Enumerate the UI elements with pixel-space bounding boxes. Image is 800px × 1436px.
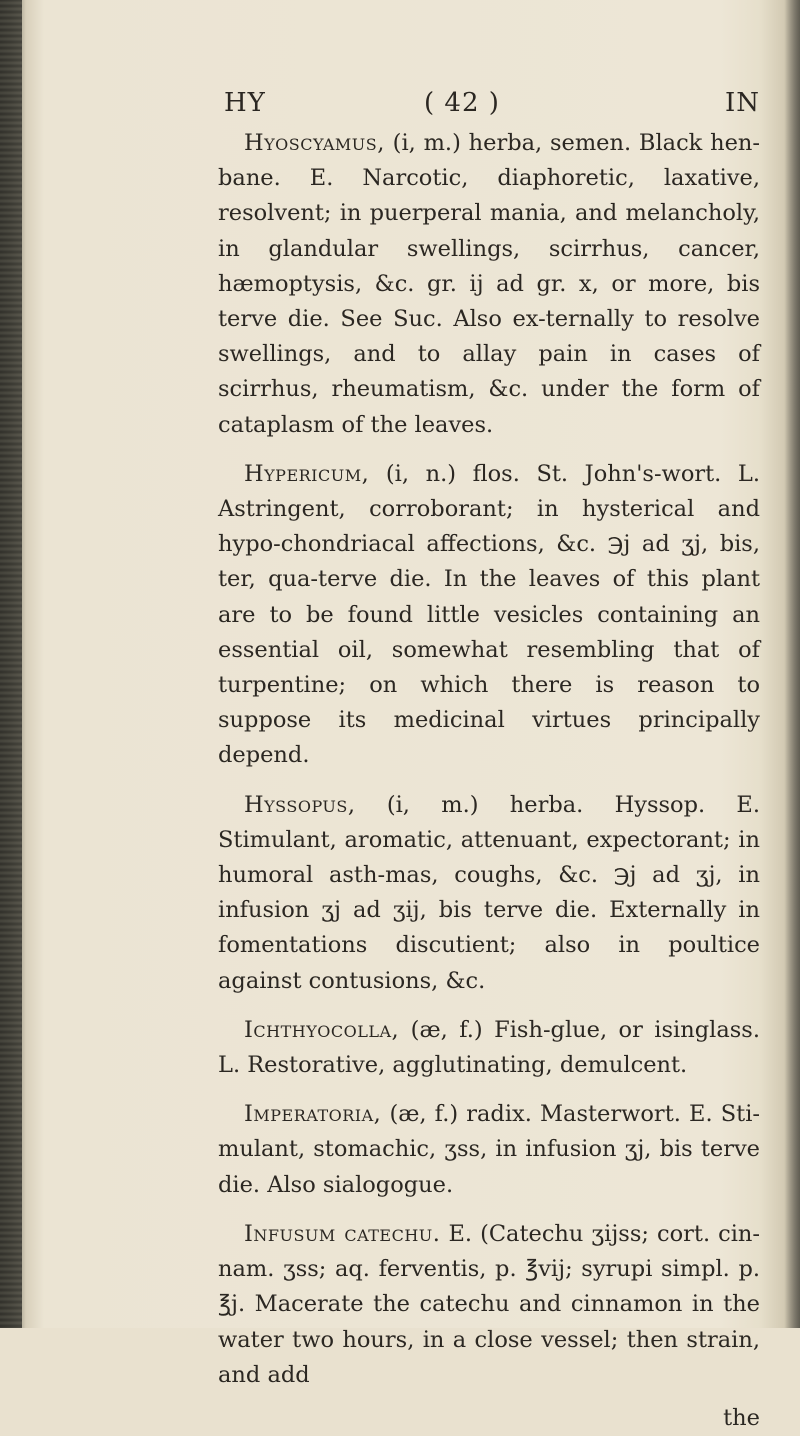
entry-body: (æ, f.) Fish-glue, or isinglass. L. Restorative, agglutinating, demulcent. — [218, 1016, 760, 1079]
dictionary-text — [218, 126, 760, 1436]
headword: Hypericum, — [244, 460, 370, 487]
entry-body: (i, n.) flos. St. John's-wort. L. Astringent, corroborant; in hysterical and hypo-chondriacal affections, &c. ℈j ad ʒj, bis, ter, qua-terve die. In the leaves of this plant are to be found little vesicles containing an essential oil, somewhat resembling that of turpentine; on which there is reason to suppose its medicinal virtues principally depend. — [218, 460, 760, 769]
entry-body: (i, m.) herba. Hyssop. E. Stimulant, aromatic, attenuant, expectorant; in humoral asth-mas, coughs, &c. ℈j ad ʒj, in infusion ʒj ad ʒij, bis terve die. Externally in fomentations discutient; also in poultice against contusions, &c. — [218, 791, 761, 994]
entry-body: (æ, f.) radix. Masterwort. E. Sti-mulant, stomachic, ʒss, in infusion ʒj, bis terve die. Also sialogogue. — [218, 1101, 760, 1198]
headword: Infusum catechu. — [244, 1220, 441, 1247]
entry-hyssopus — [218, 788, 760, 999]
catchword: the — [723, 1404, 760, 1431]
headword: Hyssopus, — [244, 791, 356, 818]
entry-imperatoria — [218, 1097, 760, 1203]
entry-body: E. (Catechu ʒijss; cort. cin-nam. ʒss; aq. ferventis, p. ℥vij; syrupi simpl. p. ℥j. Macerate the catechu and cinnamon in the water two hours, in a close vessel; then strain, and add — [218, 1220, 761, 1388]
entry-hypericum — [218, 457, 760, 774]
entry-infusum-catechu — [218, 1217, 760, 1393]
book-binding-edge — [0, 0, 22, 1328]
running-head-right: IN — [724, 88, 760, 118]
page-edge-shadow — [784, 0, 800, 1328]
entry-ichthyocolla — [218, 1013, 760, 1083]
headword: Ichthyocolla, — [244, 1016, 400, 1043]
entry-body: (i, m.) herba, semen. Black hen-bane. E. Narcotic, diaphoretic, laxative, resolvent; in puerperal mania, and melancholy, in glandular swellings, scirrhus, cancer, hæmoptysis, &c. gr. ij ad gr. x, or more, bis terve die. See Suc. Also ex-ternally to resolve swellings, and to allay pain in cases of scirrhus, rheumatism, &c. under the form of cataplasm of the leaves. — [218, 130, 760, 438]
entry-hyoscyamus — [218, 126, 760, 443]
headword: Hyoscyamus, — [244, 130, 385, 156]
page-number: ( 42 ) — [424, 88, 500, 118]
headword: Imperatoria, — [244, 1101, 382, 1128]
running-head — [224, 88, 760, 128]
running-head-left: HY — [224, 88, 266, 118]
